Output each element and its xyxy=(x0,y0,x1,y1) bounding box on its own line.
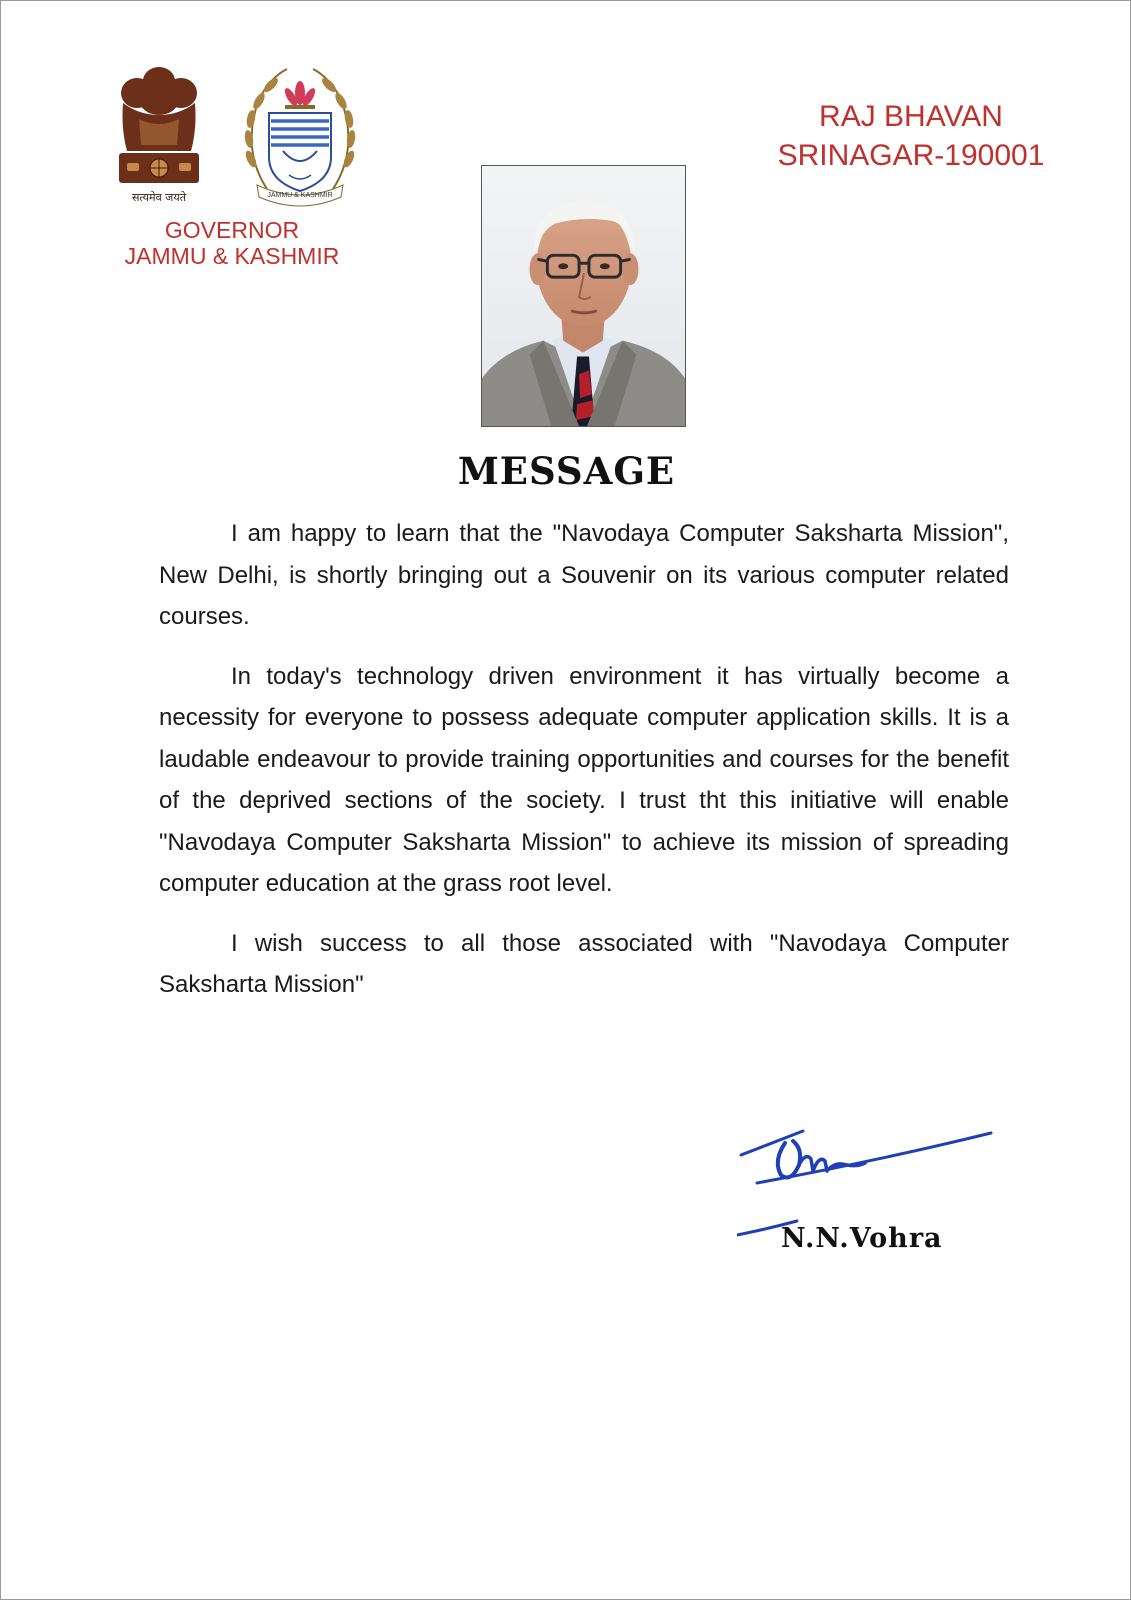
governor-title xyxy=(101,217,363,269)
governor-line: GOVERNOR xyxy=(164,217,300,243)
signatory-name: N.N.Vohra xyxy=(781,1223,943,1254)
address-line-1: RAJ BHAVAN xyxy=(819,100,1003,133)
page-title: MESSAGE xyxy=(457,449,676,493)
paragraph: I wish success to all those associated with "Navodaya Computer Saksharta Mission" xyxy=(159,929,1009,998)
address-line-2: SRINAGAR-190001 xyxy=(777,139,1045,172)
address xyxy=(741,97,1081,175)
emblem-motto: सत्यमेव जयते xyxy=(131,191,187,204)
jk-state-seal-icon xyxy=(237,59,363,207)
national-emblem-icon xyxy=(109,59,209,209)
paragraph: In today's technology driven environment it has virtually become a necessity for everyone to possess adequate computer application skills. It is a laudable endeavour to provide training opportunities and courses for the benefit of the deprived sections of the society. I trust tht this initiative will enable "Navodaya Computer Saksharta Mission" to achieve its mission of spreading computer education at the grass root level. xyxy=(159,662,1009,897)
message-body xyxy=(159,513,1009,1024)
governor-portrait xyxy=(481,165,686,427)
seal-ribbon-text: JAMMU & KASHMIR xyxy=(267,192,333,199)
state-line: JAMMU & KASHMIR xyxy=(124,243,340,269)
paragraph: I am happy to learn that the "Navodaya Computer Saksharta Mission", New Delhi, is shortly bringing out a Souvenir on its various computer related courses. xyxy=(159,520,1009,630)
